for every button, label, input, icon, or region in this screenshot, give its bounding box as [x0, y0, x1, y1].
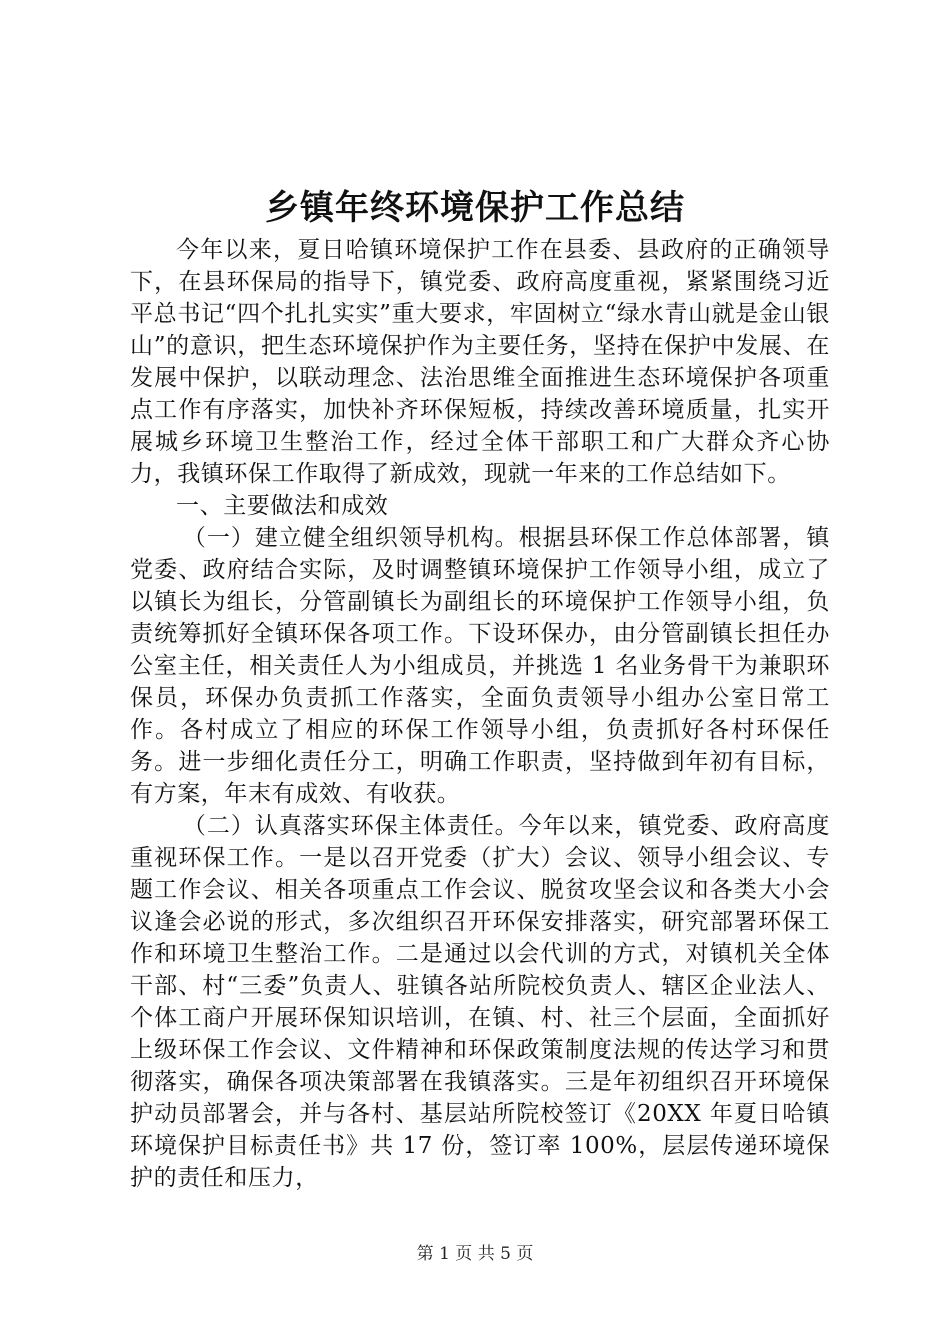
section-heading: 一、主要做法和成效	[176, 493, 389, 519]
document-body	[130, 234, 830, 1194]
paragraph-responsibility: （二）认真落实环保主体责任。今年以来，镇党委、政府高度重视环保工作。一是以召开党委（扩大）会议、领导小组会议、专题工作会议、相关各项重点工作会议、脱贫攻坚会议和各类大小会议逢会必说的形式，多次组织召开环保安排落实，研究部署环保工作和环境卫生整治工作。二是通过以会代训的方式，对镇机关全体干部、村“三委”负责人、驻镇各站所院校负责人、辖区企业法人、个体工商户开展环保知识培训，在镇、村、社三个层面，全面抓好上级环保工作会议、文件精神和环保政策制度法规的传达学习和贯彻落实，确保各项决策部署在我镇落实。三是年初组织召开环境保护动员部署会，并与各村、基层站所院校签订《20XX 年夏日哈镇环境保护目标责任书》共 17 份，签订率 100%，层层传递环境保护的责任和压力，	[130, 813, 830, 1191]
paragraph-intro: 今年以来，夏日哈镇环境保护工作在县委、县政府的正确领导下，在县环保局的指导下，镇党委、政府高度重视，紧紧围绕习近平总书记“四个扎扎实实”重大要求，牢固树立“绿水青山就是金山银山”的意识，把生态环境保护作为主要任务，坚持在保护中发展、在发展中保护，以联动理念、法治思维全面推进生态环境保护各项重点工作有序落实，加快补齐环保短板，持续改善环境质量，扎实开展城乡环境卫生整治工作，经过全体干部职工和广大群众齐心协力，我镇环保工作取得了新成效，现就一年来的工作总结如下。	[130, 237, 830, 487]
page-number: 第 1 页 共 5 页	[416, 1244, 534, 1264]
paragraph-organization: （一）建立健全组织领导机构。根据县环保工作总体部署，镇党委、政府结合实际，及时调整镇环境保护工作领导小组，成立了以镇长为组长，分管副镇长为副组长的环境保护工作领导小组，负责统筹抓好全镇环保各项工作。下设环保办，由分管副镇长担任办公室主任，相关责任人为小组成员，并挑选 1 名业务骨干为兼职环保员，环保办负责抓工作落实，全面负责领导小组办公室日常工作。各村成立了相应的环保工作领导小组，负责抓好各村环保任务。进一步细化责任分工，明确工作职责，坚持做到年初有目标，有方案，年末有成效、有收获。	[130, 525, 830, 807]
document-title: 乡镇年终环境保护工作总结	[265, 188, 685, 228]
